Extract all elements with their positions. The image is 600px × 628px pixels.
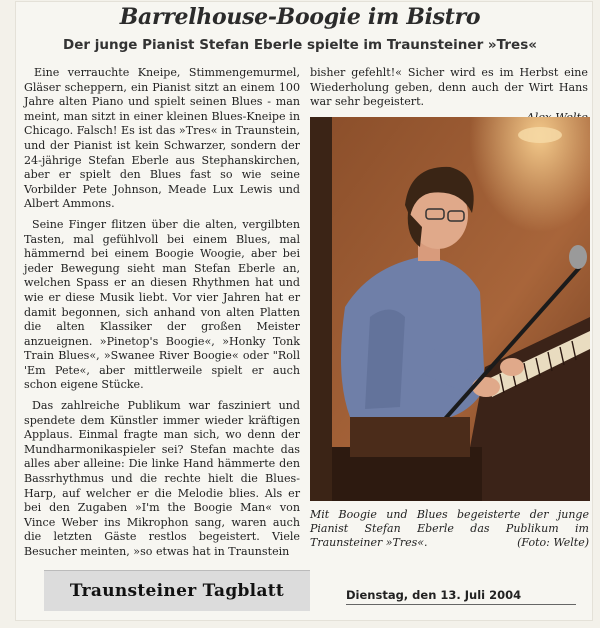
photo-illustration: [310, 117, 590, 501]
article-paragraph: Das zahlreiche Publikum war fasziniert und spendete dem Künstler immer wieder kräftigen Applaus. Einmal fragte man sich, wo denn der Mundharmonikaspieler sei? Stefan machte das alles aber alleine: Die linke Hand hämmerte den Bassrhythmus und die rechte hielt die Blues-Harp, auf welcher er die Melodie blies. Als er bei den Zugaben »I'm the Boogie Man« von Vince Weber ins Mikrophon sang, waren auch die letzten Gäste restlos begeistert. Viele Besucher meinten, »so etwas hat in Traunstein: [24, 399, 300, 558]
newspaper-name: Traunsteiner Tagblatt: [69, 581, 285, 601]
headline: Barrelhouse-Boogie im Bistro: [119, 4, 481, 30]
pianist-photo: [310, 117, 590, 501]
photo-credit: (Foto: Welte): [517, 536, 589, 550]
continuation-text: bisher gefehlt!« Sicher wird es im Herbst eine Wiederholung geben, denn auch der Wirt Hans war sehr begeistert.: [310, 66, 588, 109]
article-body-left-column: [24, 66, 300, 566]
photo-caption: [310, 508, 589, 551]
article-continuation: [310, 66, 588, 124]
article-paragraph: Eine verrauchte Kneipe, Stimmengemurmel, Gläser scheppern, ein Pianist sitzt an einem 100 Jahre alten Piano und spielt seinen Blues - man meint, man sitzt in einer kleinen Blues-Kneipe in Chicago. Falsch! Es ist das »Tres« in Traunstein, und der Pianist ist kein Schwarzer, sondern der 24-jährige Stefan Eberle aus Stephanskirchen, aber er spielt den Blues fast so wie seine Vorbilder Pete Johnson, Meade Lux Lewis und Albert Ammons.: [24, 66, 300, 211]
newspaper-masthead: [44, 570, 310, 611]
publication-date: Dienstag, den 13. Juli 2004: [346, 588, 522, 602]
date-underline: [346, 604, 576, 605]
caption-text: Mit Boogie und Blues begeisterte der junge Pianist Stefan Eberle das Publikum im Traunsteiner »Tres«.: [310, 508, 589, 550]
subheadline: Der junge Pianist Stefan Eberle spielte im Traunsteiner »Tres«: [63, 37, 537, 53]
article-paragraph: Seine Finger flitzen über die alten, vergilbten Tasten, mal gefühlvoll bei einem Blues, mal hämmernd bei einem Boogie Woogie, aber bei jeder Bewegung sieht man Stefan Eberle an, welchen Spass er an diesen Rhythmen hat und wie er diese Musik liebt. Vor vier Jahren hat er damit begonnen, sich anhand von alten Platten die alten Klassiker der großen Meister anzueignen. »Pinetop's Boogie«, »Honky Tonk Train Blues«, »Swanee River Boogie« oder "Roll 'Em Pete«, aber mittlerweile spielt er auch schon eigene Stücke.: [24, 217, 300, 392]
